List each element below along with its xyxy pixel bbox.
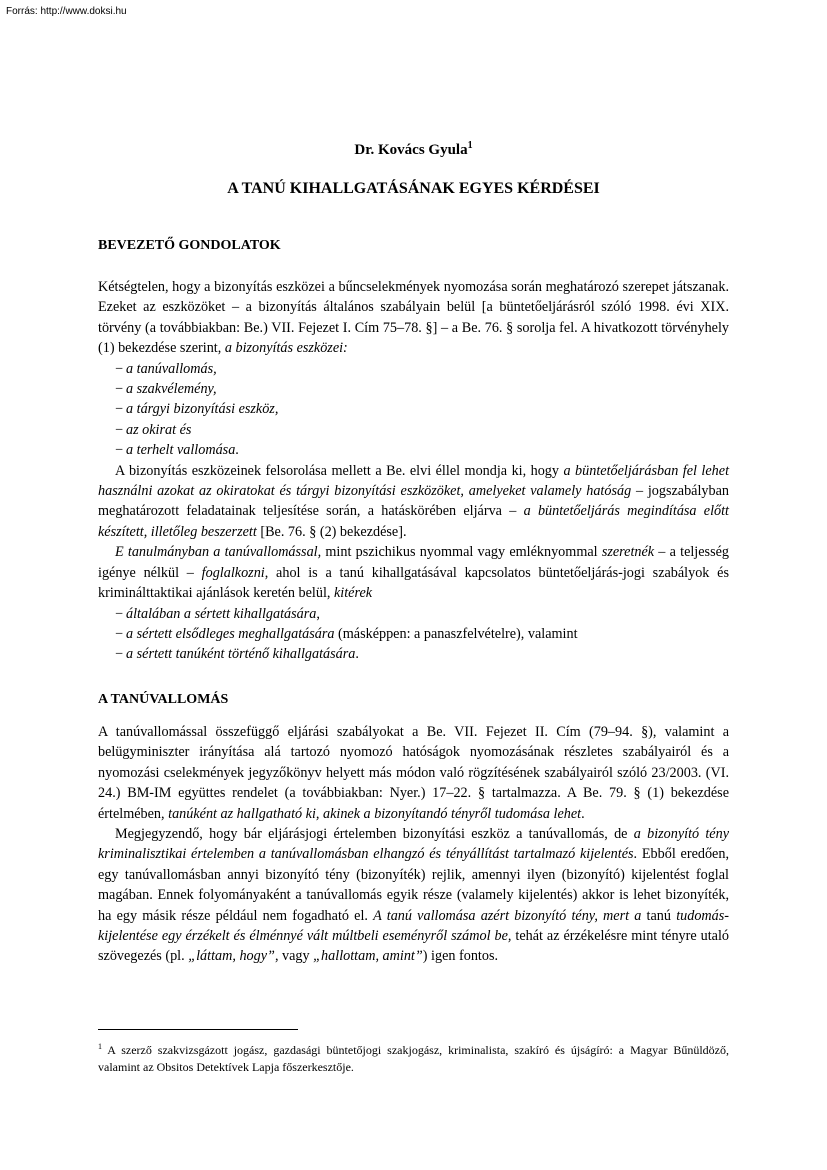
footnote: $^1$ A szerző szakvizsgázott jogász, gazdasági büntetőjogi szakjogász, kriminalista, szakíró és újságíró: a Magyar Bűnüldöző, valamint az Obsitos Detektívek Lapja főszerkesztője. bbox=[98, 1042, 729, 1074]
list-item: − a sértett elsődleges meghallgatására (másképpen: a panaszfelvételre), valamint bbox=[115, 625, 578, 642]
list-item: − a terhelt vallomása. bbox=[115, 442, 239, 459]
list-item: − a tanúvallomás, bbox=[115, 360, 217, 377]
list-item: − általában a sértett kihallgatására, bbox=[115, 605, 320, 622]
author-footnote-mark[interactable]: 1 bbox=[467, 140, 473, 151]
author-name: Dr. Kovács Gyula$^1$ bbox=[354, 140, 473, 158]
list-item: − a tárgyi bizonyítási eszköz, bbox=[115, 401, 279, 418]
paragraph: E tanulmányban a tanúvallomással, mint pszichikus nyommal vagy emléknyommal szeretnék – a teljesség igénye nélkül – foglalkozni, ahol is a tanú kihallgatásával kapcsolatos büntetőeljárás-jogi szabályok és kriminálttaktikai ajánlások keretén belül, kitérek bbox=[98, 544, 729, 602]
document-title: A TANÚ KIHALLGATÁSÁNAK EGYES KÉRDÉSEI bbox=[227, 180, 600, 197]
section-heading-testimony: A TANÚVALLOMÁS bbox=[98, 692, 229, 707]
paragraph: A bizonyítás eszközeinek felsorolása mellett a Be. elvi éllel mondja ki, hogy a büntetőeljárásban fel lehet használni azokat az okiratokat és tárgyi bizonyítási eszközöket, amelyeket valamely hatóság – jogszabályban meghatározott feladatainak teljesítése során, a hatáskörében eljárva – a büntetőeljárás megindítása előtt készített, illetőleg beszerzett [Be. 76. § (2) bekezdése]. bbox=[98, 462, 730, 540]
source-url: Forrás: http://www.doksi.hu bbox=[6, 6, 127, 17]
paragraph: Kétségtelen, hogy a bizonyítás eszközei a bűncselekmények nyomozása során meghatározó szerepet játszanak. Ezeket az eszközöket – a bizonyítás általános szabályain belül [a büntetőeljárásról szóló 1998. évi XIX. törvény (a továbbiakban: Be.) VII. Fejezet I. Cím 75–78. §] – a Be. 76. § sorolja fel. A hivatkozott törvényhely (1) bekezdése szerint, a bizonyítás eszközei: bbox=[98, 279, 729, 357]
section-body-testimony bbox=[98, 722, 729, 967]
section-body-intro bbox=[98, 277, 729, 665]
paragraph: Megjegyzendő, hogy bár eljárásjogi értelemben bizonyítási eszköz a tanúvallomás, de a bizonyító tény kriminalisztikai értelemben a tanúvallomásban elhangzó és tényállítást tartalmazó kijelentés. Ebből eredően, egy tanúvallomásban annyi bizonyító tény (bizonyíték) rejlik, amennyi ilyen (bizonyító) kijelentést foglal magában. Ennek folyományaként a tanúvallomás egyik része (valamely kijelentés) akkor is lehet bizonyíték, ha egy másik része például nem fogadható el. A tanú vallomása azért bizonyító tény, mert a tanú tudomás-kijelentése egy érzékelt és élménnyé vált múltbeli eseményről számol be, tehát az érzékelésre mint tényre utaló szövegezés (pl. „láttam, hogy”, vagy „hallottam, amint”) igen fontos. bbox=[98, 826, 729, 965]
footnote-mark: 1 bbox=[98, 1042, 102, 1051]
footnote-divider bbox=[98, 1029, 298, 1030]
list-item: − a sértett tanúként történő kihallgatására. bbox=[115, 646, 359, 663]
list-item: − a szakvélemény, bbox=[115, 381, 217, 398]
section-heading-intro: BEVEZETŐ GONDOLATOK bbox=[98, 238, 281, 253]
list-item: − az okirat és bbox=[115, 421, 192, 438]
paragraph: A tanúvallomással összefüggő eljárási szabályokat a Be. VII. Fejezet II. Cím (79–94. §), valamint a belügyminiszter irányítása alá tartozó nyomozó hatóságok nyomozásának részletes szabályairól és a nyomozási cselekmények jegyzőkönyv helyett más módon való rögzítésének szabályairól szóló 23/2003. (VI. 24.) BM-IM együttes rendelet (a továbbiakban: Nyer.) 17–22. § tartalmazza. A Be. 79. § (1) bekezdése értelmében, tanúként az hallgatható ki, akinek a bizonyítandó tényről tudomása lehet. bbox=[98, 724, 729, 822]
